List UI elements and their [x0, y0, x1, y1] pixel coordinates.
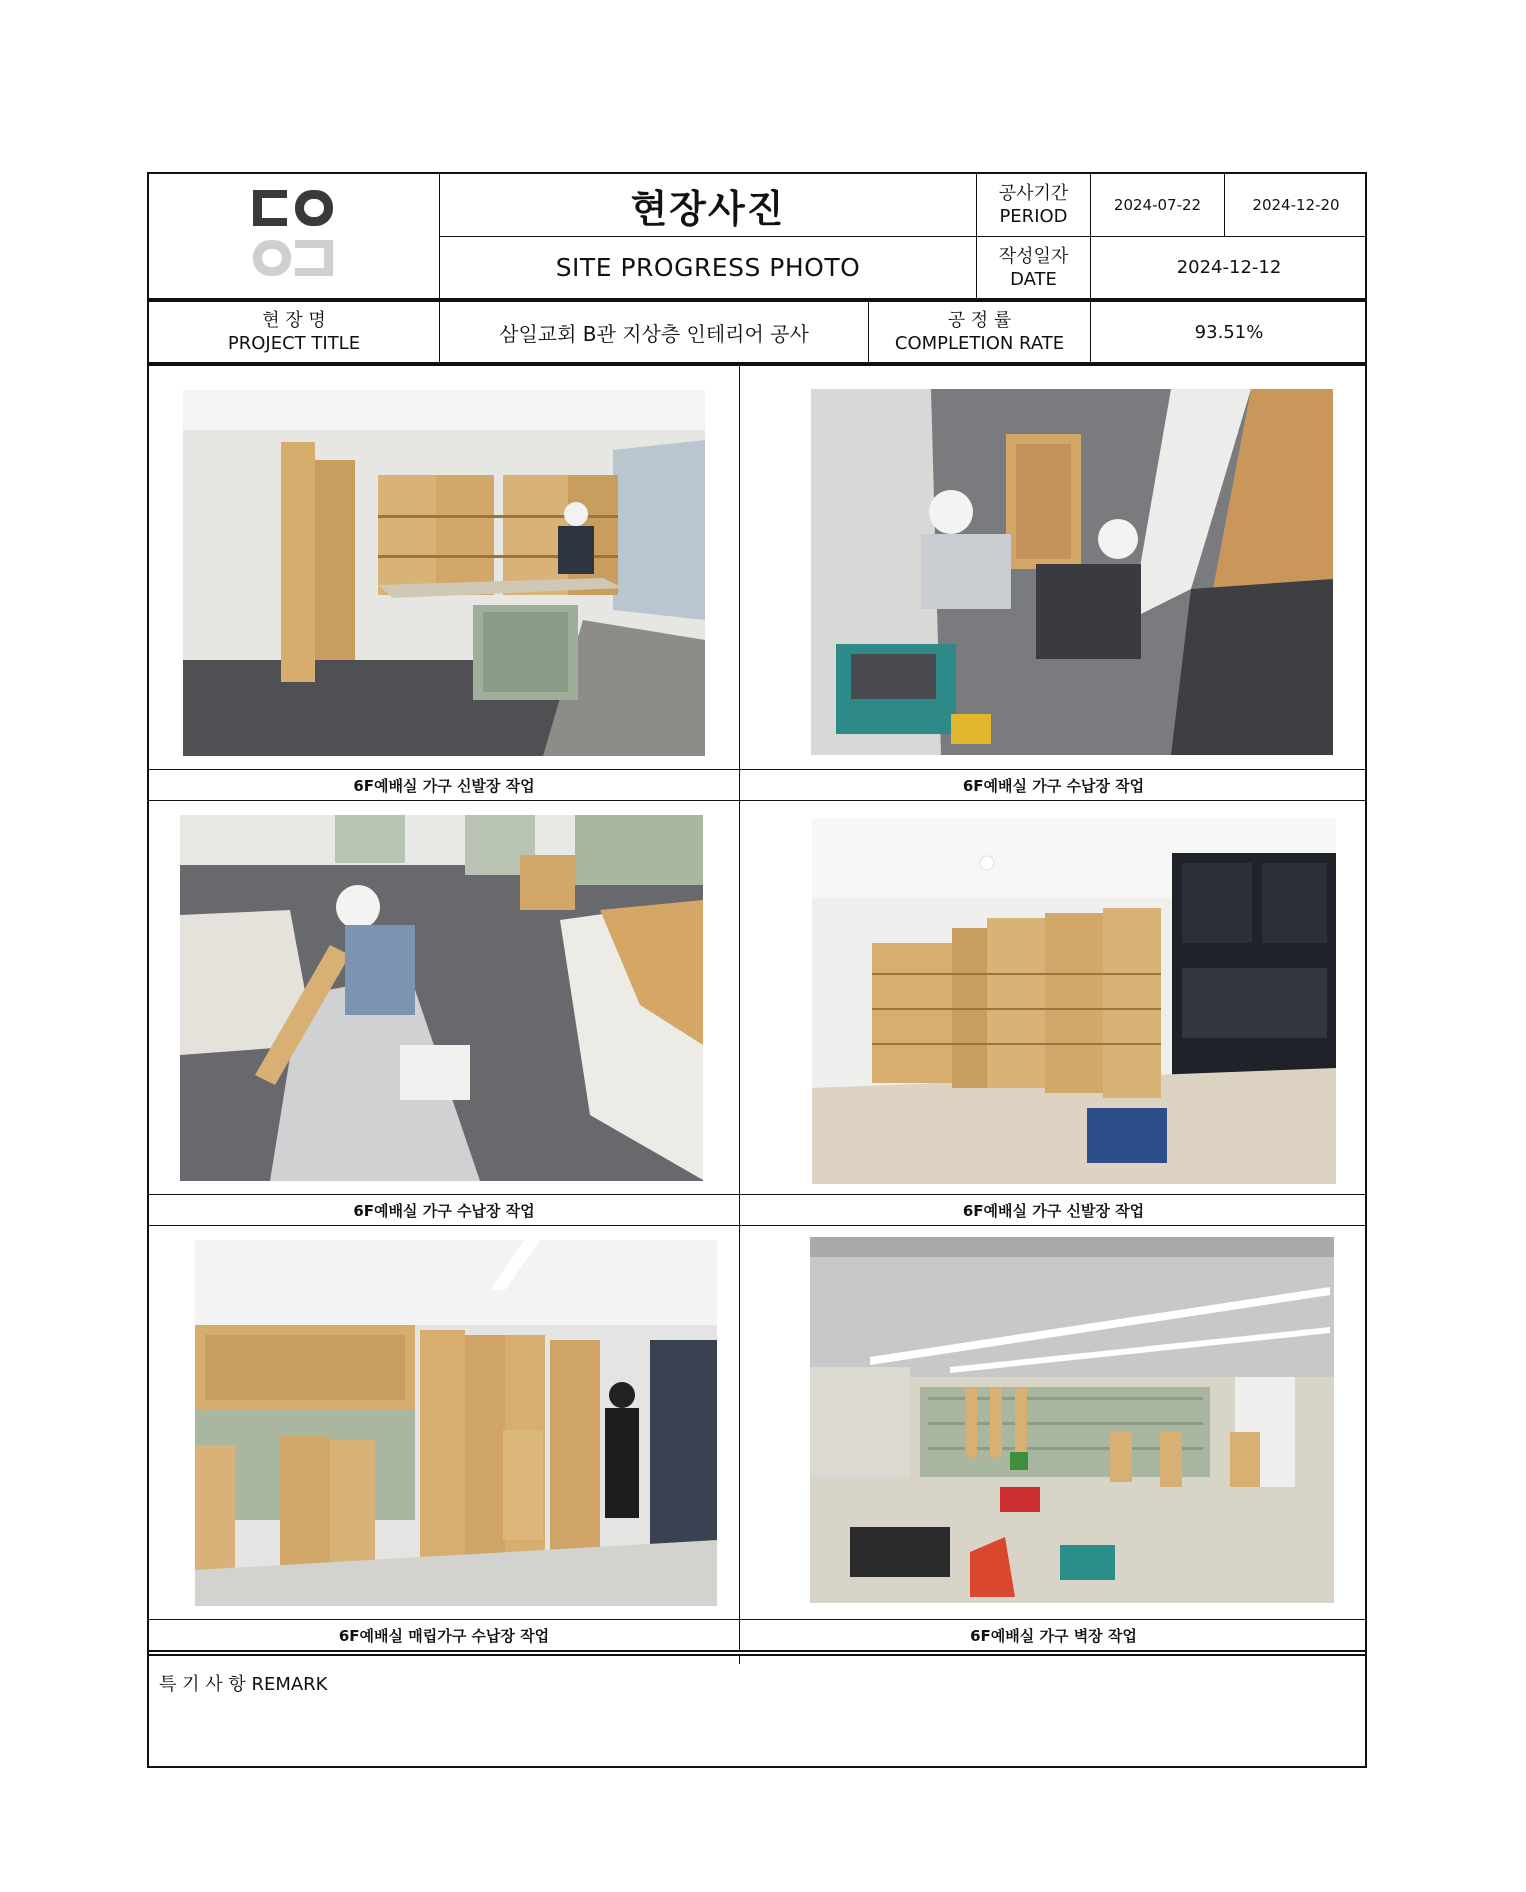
- site-photo-2: [811, 389, 1333, 755]
- period-end: 2024-12-20: [1252, 196, 1340, 214]
- period-label: [977, 174, 1090, 236]
- completion-rate-value: 93.51%: [1194, 321, 1264, 343]
- date-label-ko: 작성일자: [998, 245, 1069, 267]
- completion-rate-label-ko: 공 정 률: [947, 310, 1012, 331]
- remark-section: [149, 1656, 1365, 1766]
- photo-3-caption: 6F예배실 가구 수납장 작업: [353, 1201, 535, 1220]
- project-title-label-en: PROJECT TITLE: [227, 333, 361, 354]
- project-title-value: 삼일교회 B관 지상층 인테리어 공사: [499, 321, 809, 346]
- photo-5-caption: 6F예배실 매립가구 수납장 작업: [338, 1626, 550, 1645]
- date-label-en: DATE: [1010, 268, 1057, 290]
- period-label-ko: 공사기간: [998, 183, 1069, 204]
- period-label-en: PERIOD: [999, 206, 1068, 227]
- project-title-label-ko: 현 장 명: [262, 310, 326, 331]
- photo-2-caption: 6F예배실 가구 수납장 작업: [962, 776, 1145, 795]
- remark-label: 특 기 사 항 REMARK: [159, 1674, 328, 1695]
- site-photo-1: [183, 390, 705, 756]
- site-photo-6: [810, 1237, 1334, 1603]
- completion-rate-label: [869, 302, 1090, 362]
- site-photo-5: [195, 1240, 717, 1606]
- photo-4-caption: 6F예배실 가구 신발장 작업: [962, 1201, 1145, 1220]
- photo-1-caption: 6F예배실 가구 신발장 작업: [353, 776, 535, 795]
- report-title-korean: 현장사진: [630, 186, 786, 231]
- report-title-english: SITE PROGRESS PHOTO: [555, 253, 861, 282]
- site-photo-3: [180, 815, 703, 1181]
- site-photo-4: [812, 818, 1336, 1184]
- report-date: 2024-12-12: [1176, 257, 1282, 278]
- photo-6-caption: 6F예배실 가구 벽장 작업: [970, 1626, 1137, 1645]
- company-logo: [249, 184, 339, 284]
- project-title-label: [149, 302, 439, 362]
- completion-rate-label-en: COMPLETION RATE: [894, 333, 1065, 354]
- date-label: [977, 237, 1090, 298]
- site-photo-report: [147, 172, 1367, 1768]
- period-start: 2024-07-22: [1113, 196, 1202, 214]
